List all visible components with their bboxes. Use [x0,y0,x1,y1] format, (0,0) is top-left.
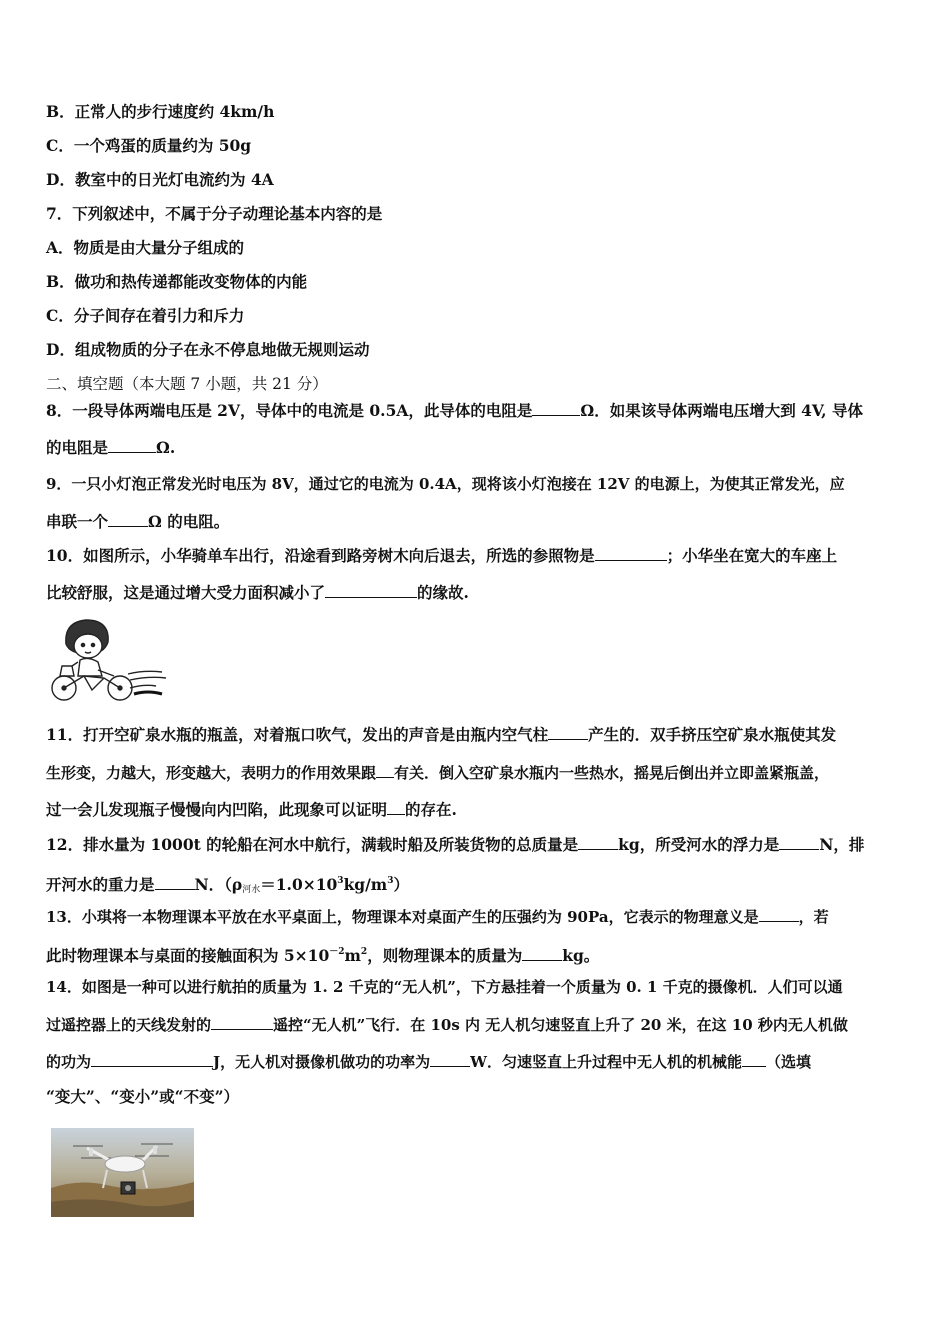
q10-text-a: 10．如图所示，小华骑单车出行，沿途看到路旁树木向后退去，所选的参照物是 [46,546,595,565]
q9-blank-1[interactable] [108,511,148,527]
q8-blank-2[interactable] [108,437,156,453]
q12-blank-2[interactable] [779,834,819,850]
q9-text-a: 串联一个 [46,512,109,531]
q14-line-1: 14．如图是一种可以进行航拍的质量为 1. 2 千克的“无人机”，下方悬挂着一个质量为 0. 1 千克的摄像机．人们可以通 [46,978,843,996]
q7-stem: 7．下列叙述中，不属于分子动理论基本内容的是 [46,204,383,223]
q12-text-e: N．（ρ [194,875,243,894]
q11-text-f: 的存在. [405,800,457,819]
q11-text-c: 生形变，力越大，形变越大，表明力的作用效果跟 [46,764,377,782]
q12-line-1 [46,834,904,855]
q14-text-a: 过遥控器上的天线发射的 [46,1016,212,1034]
q12-superscript-2: 3 [387,876,394,886]
q13-text-c: 此时物理课本与桌面的接触面积为 5×10 [46,946,330,965]
q11-line-1 [46,724,904,745]
q12-text-d: 开河水的重力是 [46,875,155,894]
q11-text-a: 11．打开空矿泉水瓶的瓶盖，对着瓶口吹气，发出的声音是由瓶内空气柱 [46,725,549,744]
q9-line-2 [46,511,904,532]
q12-text-h: ） [393,875,409,894]
q14-blank-1[interactable] [211,1014,273,1030]
q13-blank-2[interactable] [522,945,562,961]
drone-photo [51,1128,194,1217]
q14-text-e: W．匀速竖直上升过程中无人机的机械能 [470,1053,742,1071]
q12-text-f: ＝1.0×10 [260,875,338,894]
q10-text-c: 比较舒服，这是通过增大受力面积减小了 [46,583,326,602]
q10-blank-1[interactable] [595,545,667,561]
q13-line-2 [46,942,904,966]
q13-line-1 [46,906,904,927]
q9-text-b: Ω 的电阻。 [148,512,230,531]
q14-blank-2[interactable] [91,1051,213,1067]
q10-line-1 [46,545,904,566]
q13-text-e: ，则物理课本的质量为 [367,946,523,965]
q10-text-d: 的缘故. [417,583,469,602]
q8-text-b: Ω．如果该导体两端电压增大到 4V, 导体 [580,401,863,420]
q13-text-f: kg。 [562,946,600,965]
q7-option-c: C．分子间存在着引力和斥力 [46,306,245,325]
q7-option-a: A．物质是由大量分子组成的 [46,238,245,257]
q13-text-d: m [344,946,361,965]
q11-line-2 [46,762,904,783]
q11-blank-2[interactable] [376,762,394,778]
q13-text-a: 13．小琪将一本物理课本平放在水平桌面上，物理课本对桌面产生的压强约为 90Pa，它表示的物理意义是 [46,908,759,926]
q12-text-g: kg/m [343,875,388,894]
q12-text-b: kg，所受河水的浮力是 [618,835,780,854]
q10-text-b: ；小华坐在宽大的车座上 [666,546,838,565]
q14-text-d: J，无人机对摄像机做功的功率为 [213,1053,431,1071]
q9-line-1: 9．一只小灯泡正常发光时电压为 8V，通过它的电流为 0.4A，现将该小灯泡接在 12V 的电源上，为使其正常发光，应 [46,475,845,493]
q6-option-c: C．一个鸡蛋的质量约为 50g [46,136,252,155]
q13-superscript-2: 2 [360,947,368,957]
q7-option-d: D．组成物质的分子在永不停息地做无规则运动 [46,340,370,359]
q14-line-2 [46,1014,904,1035]
q14-text-b: 遥控“无人机”飞行．在 10s 内 无人机匀速竖直上升了 20 米，在这 10 秒内无人机做 [273,1016,848,1034]
q14-line-3 [46,1051,904,1072]
q12-blank-3[interactable] [155,874,195,890]
q8-text-d: Ω. [156,438,176,457]
q12-blank-1[interactable] [578,834,618,850]
q13-blank-1[interactable] [759,906,799,922]
q14-text-f: （选填 [765,1053,811,1071]
q10-blank-2[interactable] [325,582,417,598]
q12-text-c: N，排 [819,835,865,854]
q6-option-b: B．正常人的步行速度约 4km/h [46,102,275,121]
q14-text-c: 的功为 [46,1053,92,1071]
q11-blank-3[interactable] [387,799,405,815]
q8-line-1 [46,400,904,421]
q11-text-b: 产生的．双手挤压空矿泉水瓶使其发 [588,725,837,744]
q13-superscript-1: －2 [329,947,345,957]
q10-line-2 [46,582,904,603]
q14-blank-3[interactable] [430,1051,470,1067]
q12-line-2 [46,871,904,900]
q8-line-2 [46,437,904,458]
q8-blank-1[interactable] [532,400,580,416]
q12-subscript: 河水 [242,885,261,895]
q11-text-d: 有关．倒入空矿泉水瓶内一些热水，摇晃后倒出并立即盖紧瓶盖， [394,764,830,782]
q11-text-e: 过一会儿发现瓶子慢慢向内凹陷，此现象可以证明 [46,800,388,819]
q12-text-a: 12．排水量为 1000t 的轮船在河水中航行，满载时船及所装货物的总质量是 [46,835,579,854]
q6-option-d: D．教室中的日光灯电流约为 4A [46,170,274,189]
cyclist-figure [44,614,168,706]
q7-option-b: B．做功和热传递都能改变物体的内能 [46,272,308,291]
q8-text-a: 8．一段导体两端电压是 2V，导体中的电流是 0.5A，此导体的电阻是 [46,401,533,420]
q14-line-4: “变大”、“变小”或“不变”） [46,1087,239,1106]
q13-text-b: ，若 [798,908,829,926]
q14-blank-4[interactable] [742,1051,766,1067]
section-title: 二、填空题（本大题 7 小题，共 21 分） [46,375,328,393]
q11-line-3 [46,799,904,820]
q11-blank-1[interactable] [548,724,588,740]
q8-text-c: 的电阻是 [46,438,109,457]
q12-superscript-1: 3 [337,876,344,886]
